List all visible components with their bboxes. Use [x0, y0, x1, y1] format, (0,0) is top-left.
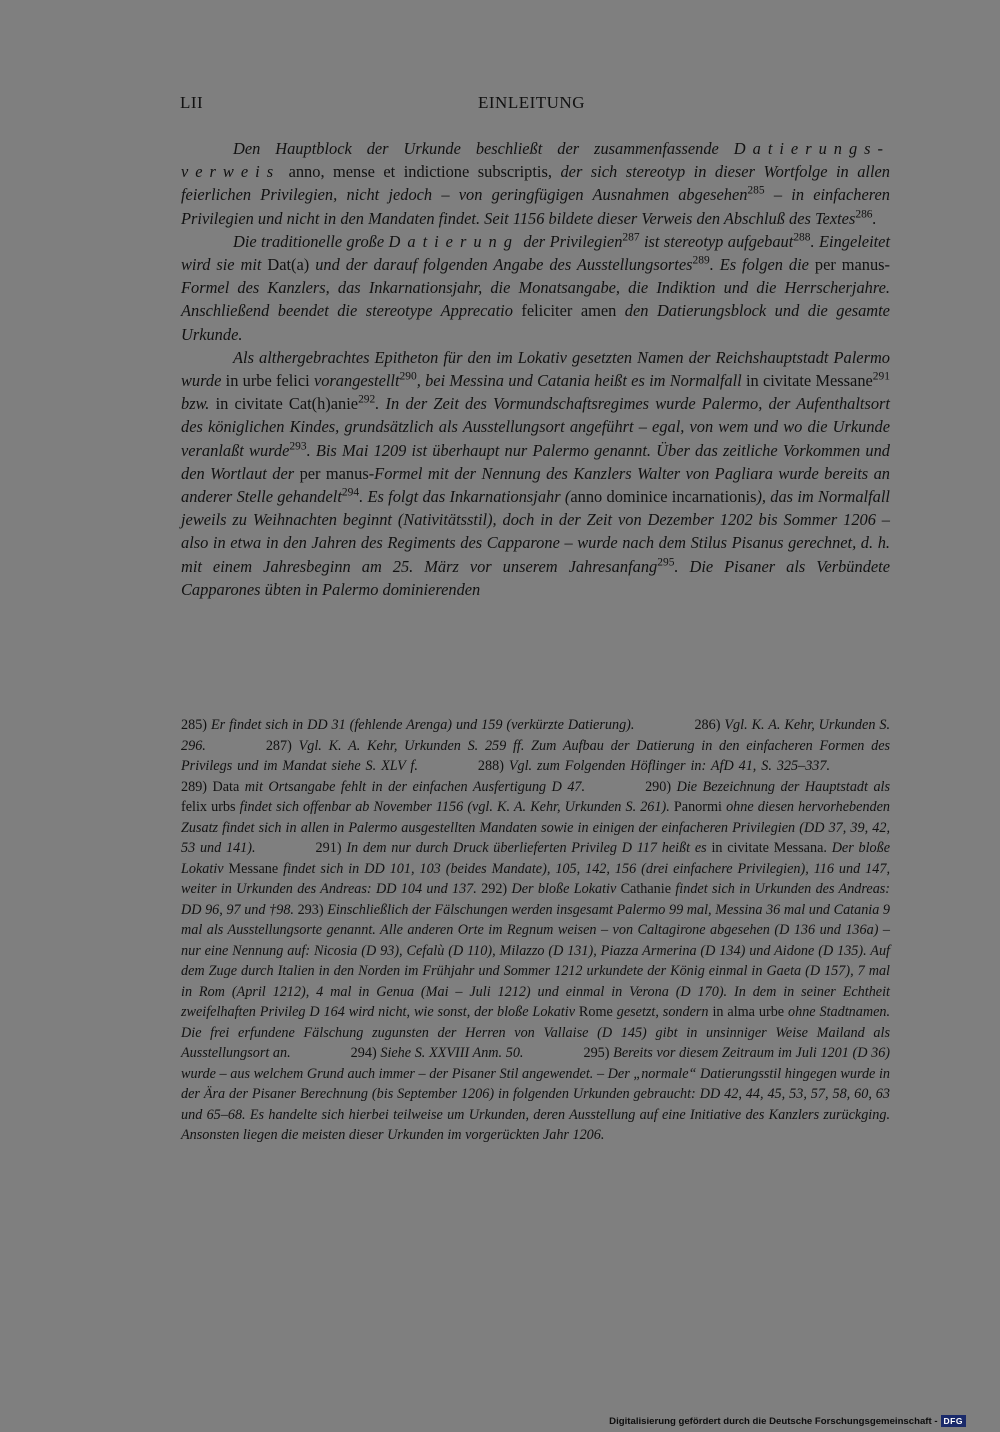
text: . Es folgt das Inkarnationsjahr (: [359, 487, 571, 507]
text: -Formel des Kanzlers, das Inkarnationsjahr, die Monatsangabe, die Indiktion und die Herrscherjahre. Anschließend beendet die stereotype Apprecatio: [181, 255, 890, 321]
footnote-293-latin: Rome: [578, 1004, 613, 1020]
footnote-289-latin: Data: [212, 778, 240, 795]
page-number: LII: [180, 93, 204, 112]
credit-text: Digitalisierung gefördert durch die Deutsche Forschungsgemeinschaft -: [609, 1415, 938, 1427]
footnote-number-295: 295): [583, 1045, 610, 1061]
text: . Eingeleitet wird sie mit: [181, 231, 891, 275]
footnote-294: Siehe S. XXVIII Anm. 50.: [380, 1045, 524, 1061]
footnote-290-cont: findet sich offenbar ab November 1156 (vgl. K. A. Kehr, Urkunden S. 261).: [239, 799, 670, 815]
dfg-logo-icon: DFG: [941, 1415, 966, 1427]
latin-quote: in civitate Cat(h)anie: [215, 394, 359, 414]
footnote-ref-286[interactable]: 286: [855, 208, 873, 221]
text: der sich stereotyp in dieser Wortfolge in allen feierlichen Privilegien, nicht jedoch – von geringfügigen Ausnahmen abgesehen: [181, 162, 890, 205]
footnote-288: Vgl. zum Folgenden Höflinger in: AfD 41, S. 325–337.: [508, 758, 831, 774]
latin-quote: in urbe felici: [225, 371, 310, 391]
footnote-ref-287[interactable]: 287: [622, 231, 640, 244]
paragraph-2: [181, 230, 890, 346]
footnote-290-latin: felix urbs: [181, 799, 236, 815]
footnote-289: mit Ortsangabe fehlt in der einfachen Ausfertigung D 47.: [244, 778, 586, 795]
footnote-291-latin: in civitate Messana.: [711, 840, 827, 856]
footnote-number-290: 290): [645, 778, 672, 795]
running-title: EINLEITUNG: [478, 93, 585, 112]
footnote-ref-295[interactable]: 295: [657, 556, 675, 569]
footnote-number-289: 289): [181, 778, 208, 795]
footnote-number-293: 293): [297, 901, 324, 918]
main-text: [181, 137, 890, 601]
text: .: [872, 208, 877, 228]
footnote-292-cont: findet sich in Urkunden des Andreas: DD 96, 97 und †98.: [181, 881, 891, 918]
footnote-block: [181, 715, 890, 1146]
paragraph-1: [181, 137, 890, 230]
footnote-291: In dem nur durch Druck überlieferten Privileg D 117 heißt es: [346, 840, 707, 856]
footnote-number-292: 292): [481, 881, 508, 897]
footnote-number-294: 294): [350, 1045, 377, 1061]
latin-quote: per manus: [299, 463, 369, 483]
footnote-ref-291[interactable]: 291: [872, 370, 890, 383]
footnote-ref-285[interactable]: 285: [747, 185, 765, 198]
footnote-293-cont: gesetzt, sondern: [616, 1004, 709, 1020]
text: . Bis Mai 1209 ist überhaupt nur Palermo genannt. Über das zeitliche Vorkommen und den Wortlaut der: [181, 440, 890, 483]
text: Den Hauptblock der Urkunde beschließt der zusammenfassende: [233, 139, 719, 158]
text: Die traditionelle große: [233, 231, 385, 251]
text: . Es folgen die: [709, 255, 809, 275]
footnote-ref-289[interactable]: 289: [692, 254, 710, 267]
footnote-ref-293[interactable]: 293: [289, 440, 307, 453]
footnote-290-latin-2: Panormi: [673, 799, 722, 815]
footnote-ref-290[interactable]: 290: [399, 370, 417, 383]
latin-quote: feliciter amen: [521, 301, 617, 321]
footnote-number-291: 291): [315, 840, 342, 856]
text: ist stereotyp aufgebaut: [639, 231, 794, 251]
footnote-291-cont: Der bloße Lokativ: [181, 840, 891, 877]
footnote-292: Der bloße Lokativ: [511, 881, 617, 897]
footnote-290: Die Bezeichnung der Hauptstadt als: [676, 778, 890, 795]
footnote-291-latin-2: Messane: [228, 860, 279, 877]
latin-quote: Dat(a): [267, 255, 310, 275]
footnote-ref-294[interactable]: 294: [341, 486, 360, 499]
footnote-293-latin-2: in alma urbe: [712, 1004, 785, 1020]
text: den Datierungsblock und die gesamte Urkunde.: [181, 301, 890, 344]
footnote-number-286: 286): [694, 717, 721, 733]
text: vorangestellt: [313, 371, 400, 391]
footnote-293-end: ohne Stadtnamen. Die frei erfundene Fälschung zugunsten der Herren von Vallaise (D 145) gibt in unsinniger Weise Mailand als Ausstellungsort an.: [181, 1004, 891, 1061]
text: Als althergebrachtes Epitheton für den im Lokativ gesetzten Namen der Reichshauptstadt Palermo wurde: [181, 347, 890, 391]
text: . In der Zeit des Vormundschaftsregimes wurde Palermo, der Aufenthaltsort des königlichen Kindes, grundsätzlich als Ausstellungsort angeführt – egal, von wem und wo die Urkunde veranlaßt wurde: [181, 394, 890, 460]
text: ), das im Normalfall jeweils zu Weihnachten beginnt (Nativitätsstil), doch in der Zeit von Dezember 1202 bis Sommer 1206 – also in etwa in den Jahren des Regiments des Capparone – wurde nach dem Stilus Pisanus gerechnet, d. h. mit einem Jahresbeginn am 25. März vor unserem Jahresanfang: [181, 487, 890, 576]
latin-quote: per manus: [814, 255, 885, 275]
footnote-286: Vgl. K. A. Kehr, Urkunden S. 296.: [181, 717, 890, 754]
footnotes: [181, 715, 890, 1146]
text: und der darauf folgenden Angabe des Ausstellungsortes: [315, 255, 693, 275]
footnote-293: Einschließlich der Fälschungen werden insgesamt Palermo 99 mal, Messina 36 mal und Catania 9 mal als Ausstellungsorte genannt. Alle anderen Orte im Regnum weisen – von Caltagirone abgesehen (D 136 und 136a) – nur eine Nennung auf: Nicosia (D 93), Cefalù (D 110), Milazzo (D 131), Piazza Armerina (D 134) und Aidone (D 135). Auf dem Zuge durch Italien in den Norden im Frühjahr und Sommer 1212 urkundete der König einmal in Gaeta (D 157), 7 mal in Rom (April 1212), 4 mal in Genua (Mai – Juli 1212) und einmal in Verona (D 170). In dem in seiner Echtheit zweifelhaften Privileg D 164 wird nicht, wie sonst, der bloße Lokativ: [181, 901, 891, 1020]
text: , bei Messina und Catania heißt es im Normalfall: [416, 371, 742, 391]
spaced-term: Datierungs-verweis: [181, 139, 890, 182]
latin-quote: in civitate Messane: [745, 371, 873, 391]
text: bzw.: [181, 394, 210, 414]
footnote-number-287: 287): [265, 737, 292, 754]
text: – in einfacheren Privilegien und nicht in den Mandaten findet. Seit 1156 bildete dieser Verweis den Abschluß des Textes: [181, 185, 890, 228]
footnote-290-end: ohne diesen hervorhebenden Zusatz findet sich in allen in Palermo ausgestellten Mandaten sowie in einigen der einfacheren Privilegien (DD 37, 39, 42, 53 und 141).: [181, 799, 891, 856]
footnote-number-285: 285): [181, 717, 208, 733]
footnote-number-288: 288): [477, 758, 504, 774]
footnote-ref-292[interactable]: 292: [358, 393, 376, 406]
footnote-291-end: findet sich in DD 101, 103 (beides Mandate), 105, 142, 156 (drei einfachere Privilegien), 116 und 147, weiter in Urkunden des Andreas: DD 104 und 137.: [181, 860, 891, 897]
text: der Privilegien: [523, 231, 623, 251]
footnote-287: Vgl. K. A. Kehr, Urkunden S. 259 ff. Zum Aufbau der Datierung in den einfacheren Formen des Privilegs und im Mandat siehe S. XLV f.: [181, 737, 891, 774]
latin-quote: anno, mense et indictione subscriptis,: [288, 162, 552, 182]
digitization-credit: [609, 1415, 966, 1427]
text: . Die Pisaner als Verbündete Capparones übten in Palermo dominierenden: [181, 556, 890, 599]
spaced-term: Datierung: [388, 231, 519, 251]
footnote-ref-288[interactable]: 288: [793, 231, 811, 244]
footnote-295: Bereits vor diesem Zeitraum im Juli 1201 (D 36) wurde – aus welchem Grund auch immer – der Pisaner Stil angewendet. – Der „normale“ Datierungsstil hingegen wurde in der Ära der Pisaner Berechnung (bis September 1206) in folgenden Urkunden gebraucht: DD 42, 44, 45, 53, 57, 58, 60, 63 und 65–68. Es handelte sich hierbei teilweise um Urkunden, deren Ausstellung auf eine Initiative des Kanzlers zurückging. Ansonsten liegen die meisten dieser Urkunden im vorgerückten Jahr 1206.: [181, 1045, 891, 1143]
footnote-292-latin: Cathanie: [620, 881, 672, 897]
latin-quote: anno dominice incarnationis: [570, 487, 757, 507]
text: -Formel mit der Nennung des Kanzlers Walter von Pagliara wurde bereits an anderer Stelle gehandelt: [181, 463, 890, 507]
paragraph-3: [181, 346, 890, 601]
footnote-285: Er findet sich in DD 31 (fehlende Arenga) und 159 (verkürzte Datierung).: [210, 717, 635, 733]
